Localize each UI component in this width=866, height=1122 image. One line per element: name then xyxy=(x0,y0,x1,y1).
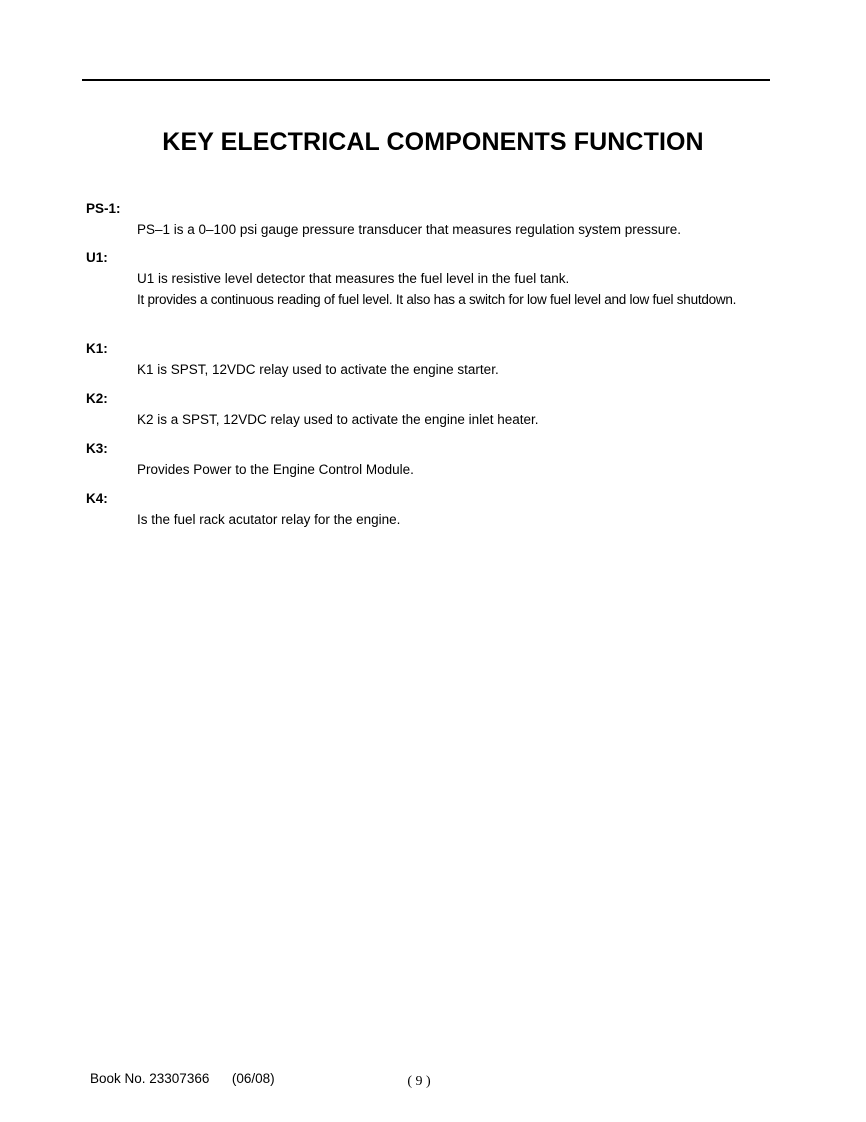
component-k3 xyxy=(86,441,806,480)
component-description xyxy=(137,509,806,530)
component-description xyxy=(137,219,806,240)
description-line: It provides a continuous reading of fuel level. It also has a switch for low fuel level and low fuel shutdown. xyxy=(137,292,737,307)
description-line: PS–1 is a 0–100 psi gauge pressure transducer that measures regulation system pressure. xyxy=(137,222,682,237)
description-line: K2 is a SPST, 12VDC relay used to activate the engine inlet heater. xyxy=(137,412,539,427)
component-description xyxy=(137,359,806,380)
component-k2 xyxy=(86,391,806,430)
description-line: U1 is resistive level detector that measures the fuel level in the fuel tank. xyxy=(137,271,570,286)
header-rule xyxy=(82,79,770,81)
component-ps1 xyxy=(86,201,806,240)
component-k1 xyxy=(86,341,806,380)
component-label: K2: xyxy=(86,391,108,406)
book-number: Book No. 23307366 xyxy=(90,1071,210,1086)
component-label: K3: xyxy=(86,441,108,456)
component-description xyxy=(137,409,806,430)
description-line: K1 is SPST, 12VDC relay used to activate the engine starter. xyxy=(137,362,499,377)
component-label: U1: xyxy=(86,250,108,265)
component-label: K1: xyxy=(86,341,108,356)
component-k4 xyxy=(86,491,806,530)
description-line: Is the fuel rack acutator relay for the engine. xyxy=(137,512,401,527)
book-date: (06/08) xyxy=(231,1071,275,1086)
component-description xyxy=(137,268,806,310)
page-title: KEY ELECTRICAL COMPONENTS FUNCTION xyxy=(162,128,704,156)
page-number: ( 9 ) xyxy=(407,1074,431,1089)
component-label: K4: xyxy=(86,491,108,506)
component-label: PS-1: xyxy=(86,201,121,216)
component-description xyxy=(137,459,806,480)
component-u1 xyxy=(86,250,806,310)
description-line: Provides Power to the Engine Control Module. xyxy=(137,462,414,477)
